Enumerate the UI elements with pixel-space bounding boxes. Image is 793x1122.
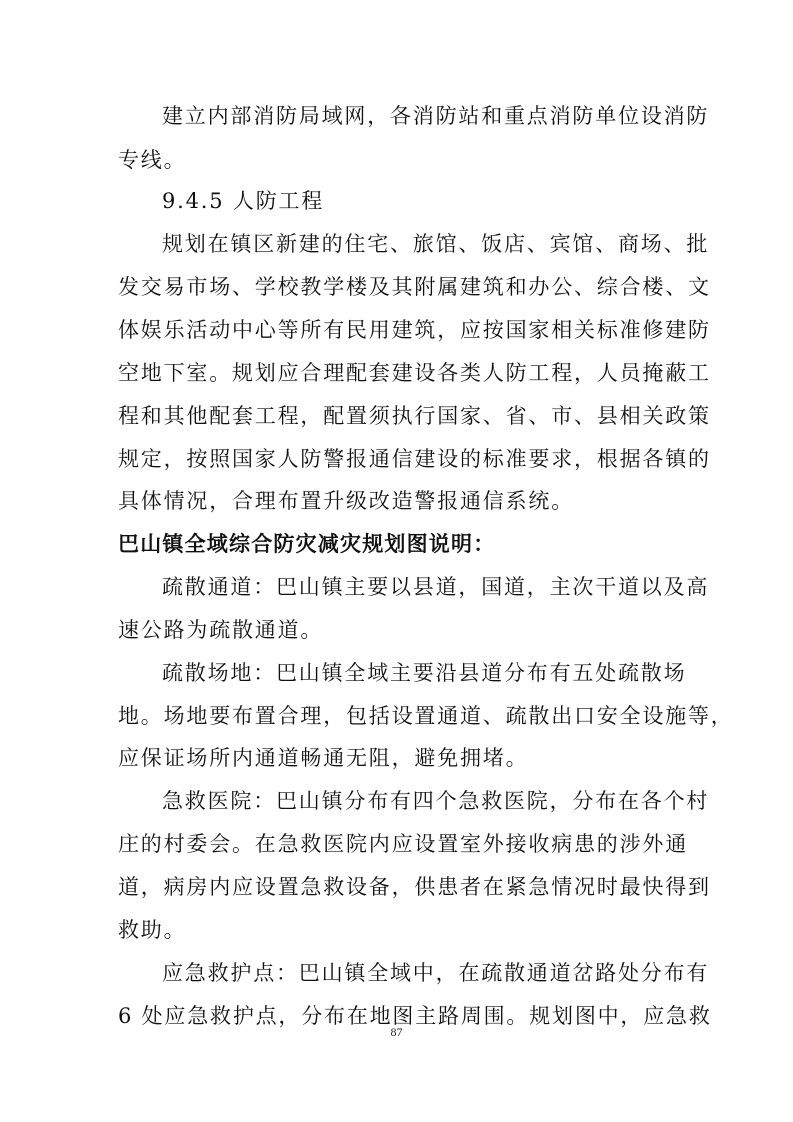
text-line: 疏散通道：巴山镇主要以县道，国道，主次干道以及高 [162, 575, 710, 599]
text-line: 体娱乐活动中心等所有民用建筑，应按国家相关标准修建防 [118, 318, 711, 342]
text-line: 具体情况，合理布置升级改造警报通信系统。 [118, 489, 574, 513]
text-line: 专线。 [118, 148, 187, 172]
page-number: 87 [390, 1025, 403, 1039]
text-line: 应急救护点：巴山镇全域中，在疏散通道岔路处分布有 [162, 961, 710, 985]
text-line: 空地下室。规划应合理配套建设各类人防工程，人员掩蔽工 [118, 361, 711, 385]
text-line: 发交易市场、学校教学楼及其附属建筑和办公、综合楼、文 [118, 275, 711, 299]
bold-heading: 巴山镇全域综合防灾减灾规划图说明： [118, 532, 496, 556]
text-line: 规划在镇区新建的住宅、旅馆、饭店、宾馆、商场、批 [162, 232, 710, 256]
section-heading: 9.4.5 人防工程 [162, 189, 325, 213]
text-line: 建立内部消防局域网，各消防站和重点消防单位设消防 [162, 104, 710, 128]
text-line: 道，病房内应设置急救设备，供患者在紧急情况时最快得到 [118, 875, 711, 899]
text-line: 6 处应急救护点，分布在地图主路周围。规划图中，应急救 [118, 1004, 712, 1028]
text-line: 救助。 [118, 918, 187, 942]
text-line: 庄的村委会。在急救医院内应设置室外接收病患的涉外通 [118, 832, 688, 856]
text-line: 急救医院：巴山镇分布有四个急救医院，分布在各个村 [162, 789, 710, 813]
text-line: 规定，按照国家人防警报通信建设的标准要求，根据各镇的 [118, 447, 711, 471]
text-line: 疏散场地：巴山镇全域主要沿县道分布有五处疏散场 [162, 661, 687, 685]
text-line: 速公路为疏散通道。 [118, 618, 324, 642]
text-line: 地。场地要布置合理，包括设置通道、疏散出口安全设施等， [118, 704, 734, 728]
text-line: 应保证场所内通道畅通无阻，避免拥堵。 [118, 746, 529, 770]
text-line: 程和其他配套工程，配置须执行国家、省、市、县相关政策 [118, 404, 711, 428]
